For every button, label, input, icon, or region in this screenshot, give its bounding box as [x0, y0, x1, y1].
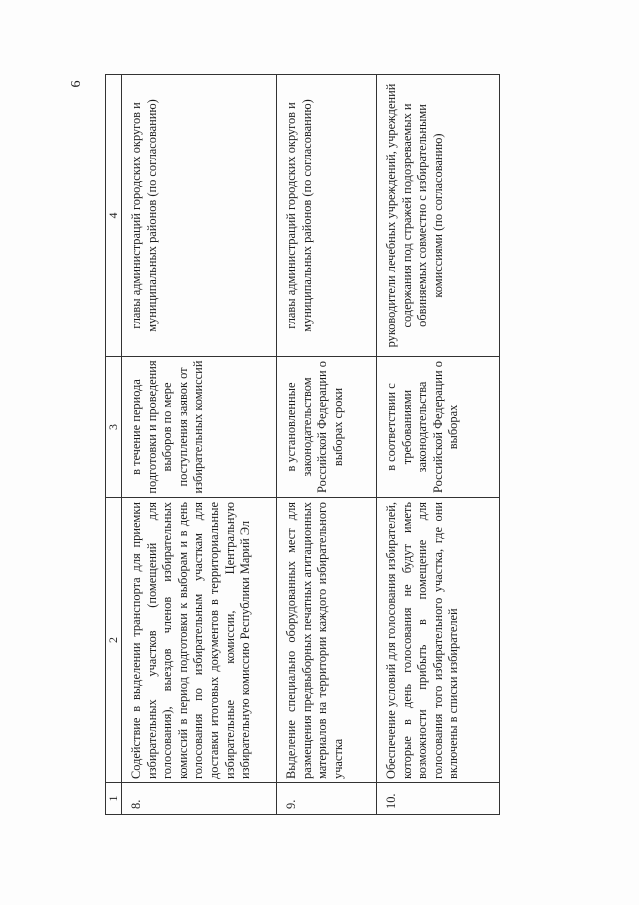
row-number: 8.	[122, 783, 277, 815]
table-header-row	[106, 75, 122, 815]
row-action: Выделение специально оборудованных мест для размещения предвыборных печатных агитационных материалов на территории каждого избирательного участка	[277, 498, 377, 783]
row-number: 10.	[377, 783, 500, 815]
page-number: 6	[69, 80, 84, 88]
row-action: Обеспечение условий для голосования избирателей, которые в день голосования не будут иметь возможности прибыть в помещение для голосования того избирательного участка, где они включены в списки избирателей	[377, 498, 500, 783]
row-term: в течение периода подготовки и проведения выборов по мере поступления заявок от избирательных комиссий	[122, 357, 277, 498]
events-table	[105, 74, 500, 815]
table-row	[277, 75, 377, 815]
header-col-2: 2	[106, 498, 122, 783]
row-number: 9.	[277, 783, 377, 815]
table-row	[377, 75, 500, 815]
row-term: в установленные законодательством Российской Федерации о выборах сроки	[277, 357, 377, 498]
table-row	[122, 75, 277, 815]
row-responsible: руководители лечебных учреждений, учреждений содержания под стражей подозреваемых и обвиняемых совместно с избирательными комиссиями (по согласованию)	[377, 75, 500, 357]
row-responsible: главы администраций городских округов и муниципальных районов (по согласованию)	[122, 75, 277, 357]
row-responsible: главы администраций городских округов и муниципальных районов (по согласованию)	[277, 75, 377, 357]
row-action: Содействие в выделении транспорта для приемки избирательных участков (помещений для голосования), выездов членов избирательных комиссий в период подготовки к выборам и в день голосования по избирательным участкам для доставки итоговых документов в территориальные избирательные комиссии, Центральную избирательную комиссию Республики Марий Эл	[122, 498, 277, 783]
header-col-3: 3	[106, 357, 122, 498]
header-col-1: 1	[106, 783, 122, 815]
row-term: в соответствии с требованиями законодательства Российской Федерации о выборах	[377, 357, 500, 498]
header-col-4: 4	[106, 75, 122, 357]
